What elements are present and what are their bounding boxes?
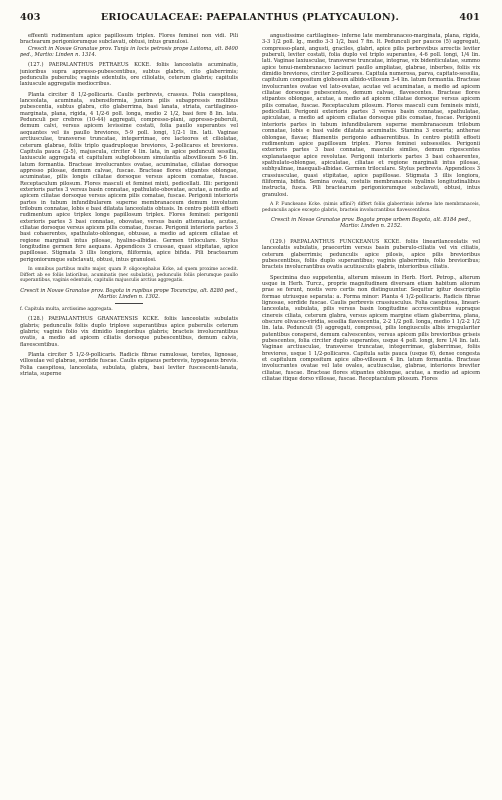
paragraph: A P. Funckeano Kcke. (nimis affini?) differt foliis glaberrimis inferne late membranaceis, pedunculis apice excepto glabris, bracteis involucrantibus flavescentibus. <box>262 201 480 213</box>
right-text-column <box>262 33 480 795</box>
paragraph-spacer <box>262 230 480 239</box>
paragraph: (127.) PAEPALANTHUS PETRAEUS KCKE. foliis lanceolatis acuminatis, junioribus supra appresso-pubescentibus, subtus glabris, cito glaberrimis; pedunculis puberulis; vaginis edentulis, ore ciliolatis, ceterum glabris; capitulis laxiuscule aggregatis mediocribus. <box>20 62 238 88</box>
paragraph: Planta circiter 8 1/2-pollicaris. Caulis perbrevis, crassus. Folia caespitosa, lanceolata, acuminata, subensiformia, juniora pilis subappressis mollibus pubescentia, subtus glabra, cito glaberrima, basi lanata, striata, cartilagineo-marginata, plana, rigida, 4 1/2-6 poll. longa, medio 2 1/2, basi fere 8 lin. lata. Pedunculi per crebros (10-44) aggregati, compresso-plani, appresso-puberuli, demum calvi, versus apicem levissime costati, folia paullo superantes vel aequantes vel iis paullo breviores, 5-9 poll. longi, 1/2-1 lin. lati. Vaginae arctiusculae, transverse truncatae, integerrimae, ore lacteores et ciliolatae, ceterum glabrae, foliis triplo quadruploque breviores, 2-pollicares et breviores. Capitula pauca (2-5), majuscula, circiter 4 lin. lata, in apice pedunculi sessilia, laxiuscule aggregata et capitulum subglobosum simulantia albovillosum 5-6 lin. latum formantia. Bracteae involucrantes ovatae, acuminatae, ciliatae dorsoque appresso pilosae, demum calvae, fuscae. Bracteae flores stipantes oblongae, acuminatae, pilis longis ciliatae dorsoque versus apicem comatae, fuscae. Receptaculum pilosum. Flores masculi et feminei mixti, pedicellati. Illi: perigonii exterioris partes 3 versus basin connatae, spathulato-obovatae, acutae, a medio ad apicem ciliatae dorsoque versus apicem pilis comatae, fuscae. Perigonii interioris partes in tubum infundibularem superne membranaceum demum involutum trilobum connatae, lobis e basi dilatata lanceolatis obtusis. In centro pistilli effoeti rudimentum apice triplex longe papillosum triplex. Flores feminei: perigonii exterioris partes 3 basi connatae, obovatae, versus basin attenuatae, acutae, ciliatae dorsoque versus apicem pilis comatae, fuscae. Perigonii interioris partes 3 basi cohaerentes, spathulato-oblongae, obtusae, a medio ad apicem ciliatae et regione marginali intus pilosae, hyalino-albidae. Germen triloculare. Stylus longitudine germen fere aequans. Appendices 3 crassae, quasi stipitatae, apice papillosae. Stigmata 3 illis longiora, filiformia, apice bifida. Pili bractearum perigoniorumque subclavati, obtusi, intus granulosi. <box>20 91 238 263</box>
paragraph: (129.) PAEPALANTHUS FUNCKEANUS KCKE. foliis linearilanceolatis vel lanceolatis subulatis, praecertim versus basin puberulo-ciliatis vel vix ciliatis, ceterum glaberrimis; pedunculis apice pilosis, apice pilis brevioribus pubescentibus, foliis duplo superantibus; vaginis glaberrimis, folio brevioribus; bracteis involucrantibus ovatis acutiusculis glabris, interioribus ciliatis. <box>262 238 480 271</box>
paragraph: Planta circiter 5 1/2-9-pollicaris. Radicis fibrae ramulosae, teretes, lignosae, villosulae vel glabrae, sordide fuscae. Caulis epigaeus perbrevis, hypogaeus brevis. Folia caespitosa, lanceolata, subulata, glabra, basi leviter fuscescenti-lanata, striata, superne <box>20 351 238 377</box>
paragraph: In omnibus partibus multo major, quam P. oligocephalus Kcke, ad quem proxime accedit. Differt ab eo foliis latioribus, acuminatis (nec subulatis), pedunculis foliis plerumque paullo superantibus, vaginis edentulis, capitulis majusculis arctius aggregatis. <box>20 267 238 284</box>
paragraph: (128.) PAEPALANTHUS GRANATENSIS KCKE. foliis lanceolatis subulatis glabris; pedunculis foliis duplo triplove superantibus apice puberulis ceterum glabris; vaginis folio vix dimidio longioribus glabris; bracteis involucrantibus ovatis, a medio ad apicem ciliatis dorsoque pubescentibus, demum calvis, flavescentibus. <box>20 316 238 348</box>
paragraph: Crescit in Novae Granatae prov. Bogota in rupibus prope Tocancipa, alt. 8280 ped., Martio: Linden n. 1302. <box>20 287 238 301</box>
paragraph: effeenti rudimentum apice papillosum triplex. Flores feminei non vidi. Pili bractearum perigoniorumque subclavati, obtusi, intus granulosi. <box>20 33 238 46</box>
page-number-left: 403 <box>20 12 41 23</box>
paragraph: f. Capitula multa, arctissime aggregata. <box>20 306 113 312</box>
paragraph: angustissime cartilagineo- inferne late membranaceo-marginata, plana, rigida, 3-3 1/2 poll. lg., medio 3-3 1/2, basi 7 fin. lt. Pedunculi per paucos (5) aggregati, compresso-plani, angusti, graciles, glabri, apice pilis perbrevibus arrectis leviter puberuli, leviter costati, folia duplo vel triplo superantes, 4-6 poll. longi, 1/4 lin. lati. Vaginae laxiusculae, transverse truncatae, integrae, vix bidenticulatae, summo apice tenui-membranaceo lacinuri paullo ampliatae, glabrae, inberbes, foliis vix dimidio breviores, circiter 2-pollicares. Capitula numerosa, parva, capitato-sessilia, capitulum compositum globosum albido-villosum 3-4 lin. latum formantia. Bracteae involucrantes ovatae vel lato-ovatae, acutae vel acuminatae, a medio ad apicem ciliatae dorsoque pubescentes, demum calvae, flavescentes. Bracteae flores stipantes oblongae, acutae, a medio ad apicem ciliatae dorsoque versus apicem pilis comatae, fuscae. Receptaculum pilosum. Flores masculi cum femineis mixti, pedicellati. Perigonii exterioris partes 3 versus basin connatae, spathulatae, apiculatae, a medio ad apicem ciliatae dorsoque pilis comatae, fuscae. Perigonii interioris partes in tubum infundibularem superne membranaceum trilobum connatae, lobis e basi valde dilatata acuminatis. Stamina 3 exserta; antherae oblongae, flavae; filamentis perigonio adhaerentibus. In centro pistilli effoeti rudimentum apice papillosum triplex. Flores feminei subsessiles. Perigonii exterioris partes 3 basi connatae, masculis similes, demum rigescentes explanataeque apice revolutae. Perigonii interioris partes 3 basi cohaerentes, spathulato-oblongae, apiculatae, ciliatae et regione marginali intus pilosae, subhyalinae, inaequali-albidae. Germen triloculare. Stylus perbrevis. Appendices 3 crassiusculae, quasi stipitatae, apice papillosae. Stigmata 3 illis longiora, filiformia, bifida. Semina ovata, costulis membranaceis hyalinis longitudinalibus instructa, fusca. Pili bractearum perigoniorumque subclavati, obtusi, intus granulosi. <box>262 33 480 198</box>
left-text-column <box>20 33 238 795</box>
paragraph: Specimina duo suppetentia, alterum missum in Herb. Hort. Petrop., alterum usque in Herb. Turcz., proprie magnitudinem diversam etiam habitum aliorum prae se ferunt, nostis vero certis non distinguuntur. Sequitur igitur descriptio formae utriusque separata: a. Forma minor: Planta 4 1/2-pollicaris. Radicis fibrae lignosae, sordide fuscae. Caulis perbrevis crassiusculus. Folia caespitosa, lineari-lanceolata, subulata, pilis versus basin longitudine accrescentibus supraque cinereis ciliata, ceterum glabra, versus apicem margine etiam glaberrima, plana, obscure olivaceo-viridia, sessilia flavescentia, 2-2 1/2 poll. longa, medio 1 1/2-2 1/2 lin. lata. Pedunculi (5) aggregati, compressi, pilis longiusculis albis irregulariter patentibus conspersi, demum calvescentes, versus apicem pilis brevioribus griseis pubescentes, folia circiter duplo superantes, usque 4 poll. longi, fere 1/4 lin. lati. Vaginae arctiusculae, transverse truncatae, integerrimae, glaberrimae, foliis breviores, usque 1 1/2-pollicares. Capitula satis pauca (usque 6), dense congesta et capitulum compositum apice albo-villosum 4 lin. latum formantia. Bracteae involucrantes ovatae vel late ovales, acutiusculae, glabrae, interiores breviter ciliatae, fuscae. Bracteae flores stipantes oblongae, acutae, a medio ad apicem ciliatae itique dorso villosae, fuscae. Receptaculum pilosum. Flores <box>262 274 480 383</box>
paragraph: Crescit in Novae Granatae prov. Bogota prope urbem Bogota, alt. 8184 ped., Martio: Linden n. 2152. <box>270 217 472 230</box>
page-number-right: 401 <box>459 12 480 23</box>
running-header <box>20 12 480 28</box>
paragraph: Crescit in Novae Granatae prov. Tunja in locis petrosis prope Laitoma, alt. 8400 ped., Martio: Linden n. 1314. <box>20 45 238 59</box>
running-title: ERIOCAULACEAE: PAEPALANTHUS (PLATYCAULON). <box>100 12 400 23</box>
footnote-rule <box>115 303 143 304</box>
